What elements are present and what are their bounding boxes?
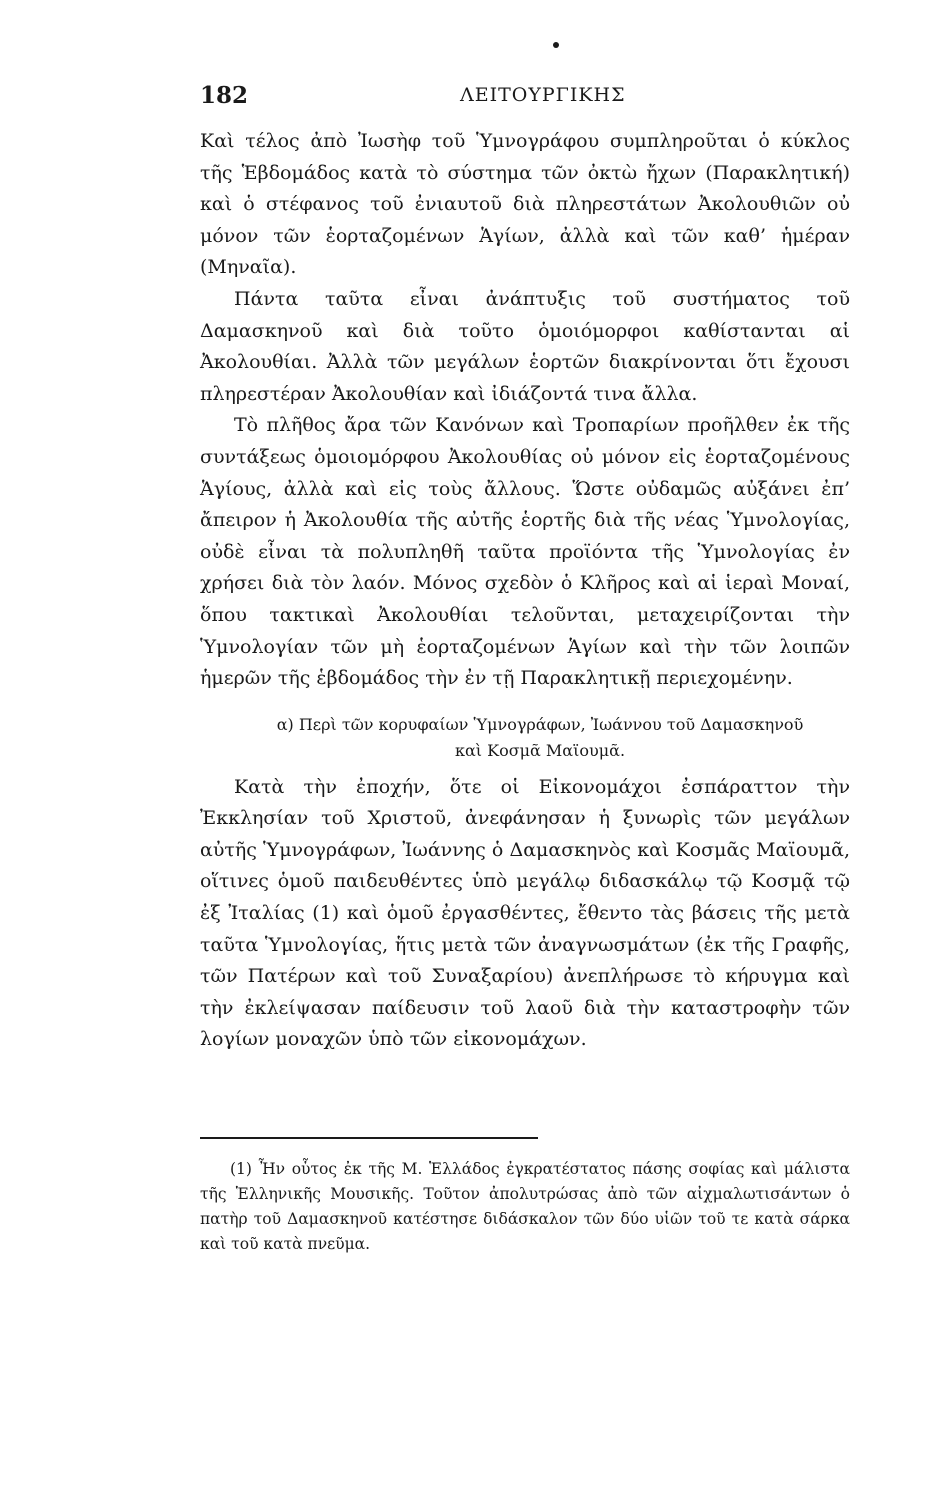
main-text [200, 126, 850, 1056]
paragraph-4: Κατὰ τὴν ἐποχήν, ὅτε οἱ Εἰκονομάχοι ἐσπάραττον τὴν Ἐκκλησίαν τοῦ Χριστοῦ, ἀνεφάνησαν ἡ ξυνωρὶς τῶν μεγάλων αὐτῆς Ὑμνογράφων, Ἰωάννης ὁ Δαμασκηνὸς καὶ Κοσμᾶς Μαϊουμᾶ, οἵτινες ὁμοῦ παιδευθέντες ὑπὸ μεγάλῳ διδασκάλῳ τῷ Κοσμᾷ τῷ ἐξ Ἰταλίας (1) καὶ ὁμοῦ ἐργασθέντες, ἔθεντο τὰς βάσεις τῆς μετὰ ταῦτα Ὑμνολογίας, ἥτις μετὰ τῶν ἀναγνωσμάτων (ἐκ τῆς Γραφῆς, τῶν Πατέρων καὶ τοῦ Συναξαρίου) ἀνεπλήρωσε τὸ κήρυγμα καὶ τὴν ἐκλείψασαν παίδευσιν τοῦ λαοῦ διὰ τὴν καταστροφὴν τῶν λογίων μοναχῶν ὑπὸ τῶν εἰκονομάχων. [200, 775, 850, 1051]
running-head: ΛΕΙΤΟΥΡΓΙΚΗΣ [460, 84, 626, 106]
paragraph-3: Τὸ πλῆθος ἄρα τῶν Κανόνων καὶ Τροπαρίων προῆλθεν ἐκ τῆς συντάξεως ὁμοιομόρφου Ἀκολουθίας οὐ μόνον εἰς ἑορταζομένους Ἁγίους, ἀλλὰ καὶ εἰς τοὺς ἄλλους. Ὥστε οὐδαμῶς αὐξάνει ἐπ’ ἄπειρον ἡ Ἀκολουθία τῆς αὐτῆς ἑορτῆς διὰ τῆς νέας Ὑμνολογίας, οὐδὲ εἶναι τὰ πολυπληθῆ ταῦτα προϊόντα τῆς Ὑμνολογίας ἐν χρήσει διὰ τὸν λαόν. Μόνος σχεδὸν ὁ Κλῆρος καὶ αἱ ἱεραὶ Μοναί, ὅπου τακτικαὶ Ἀκολουθίαι τελοῦνται, μεταχειρίζονται τὴν Ὑμνολογίαν τῶν μὴ ἑορταζομένων Ἁγίων καὶ τὴν τῶν λοιπῶν ἡμερῶν τῆς ἑβδομάδος τὴν ἐν τῇ Παρακλητικῇ περιεχομένην. [200, 414, 850, 690]
page-header [200, 82, 850, 116]
paragraph-1: Καὶ τέλος ἀπὸ Ἰωσὴφ τοῦ Ὑμνογράφου συμπληροῦται ὁ κύκλος τῆς Ἑβδομάδος κατὰ τὸ σύστημα τῶν ὀκτὼ ἤχων (Παρακλητική) καὶ ὁ στέφανος τοῦ ἐνιαυτοῦ διὰ πληρεστάτων Ἀκολουθιῶν οὐ μόνον τῶν ἑορταζομένων Ἁγίων, ἀλλὰ καὶ τῶν καθ’ ἡμέραν (Μηναῖα). [200, 130, 850, 279]
footnote: (1) Ἦν οὗτος ἐκ τῆς Μ. Ἑλλάδος ἐγκρατέστατος πάσης σοφίας καὶ μάλιστα τῆς Ἑλληνικῆς Μουσικῆς. Τοῦτον ἀπολυτρώσας ἀπὸ τῶν αἰχμαλωτισάντων ὁ πατὴρ τοῦ Δαμασκηνοῦ κατέστησε διδάσκαλον τῶν δύο υἱῶν τοῦ τε κατὰ σάρκα καὶ τοῦ κατὰ πνεῦμα. [200, 1160, 850, 1253]
paragraph-2: Πάντα ταῦτα εἶναι ἀνάπτυξις τοῦ συστήματος τοῦ Δαμασκηνοῦ καὶ διὰ τοῦτο ὁμοιόμορφοι καθίστανται αἱ Ἀκολουθίαι. Ἀλλὰ τῶν μεγάλων ἑορτῶν διακρίνονται ὅτι ἔχουσι πληρεστέραν Ἀκολουθίαν καὶ ἰδιάζοντά τινα ἄλλα. [200, 287, 850, 405]
section-heading-line-2: καὶ Κοσμᾶ Μαϊουμᾶ. [454, 740, 626, 760]
section-heading-line-1: α) Περὶ τῶν κορυφαίων Ὑμνογράφων, Ἰωάννου τοῦ Δαμασκηνοῦ [276, 714, 804, 734]
ink-dot [553, 42, 559, 48]
footnote-rule [200, 1137, 538, 1139]
page-number: 182 [200, 82, 249, 109]
section-heading [230, 712, 850, 764]
